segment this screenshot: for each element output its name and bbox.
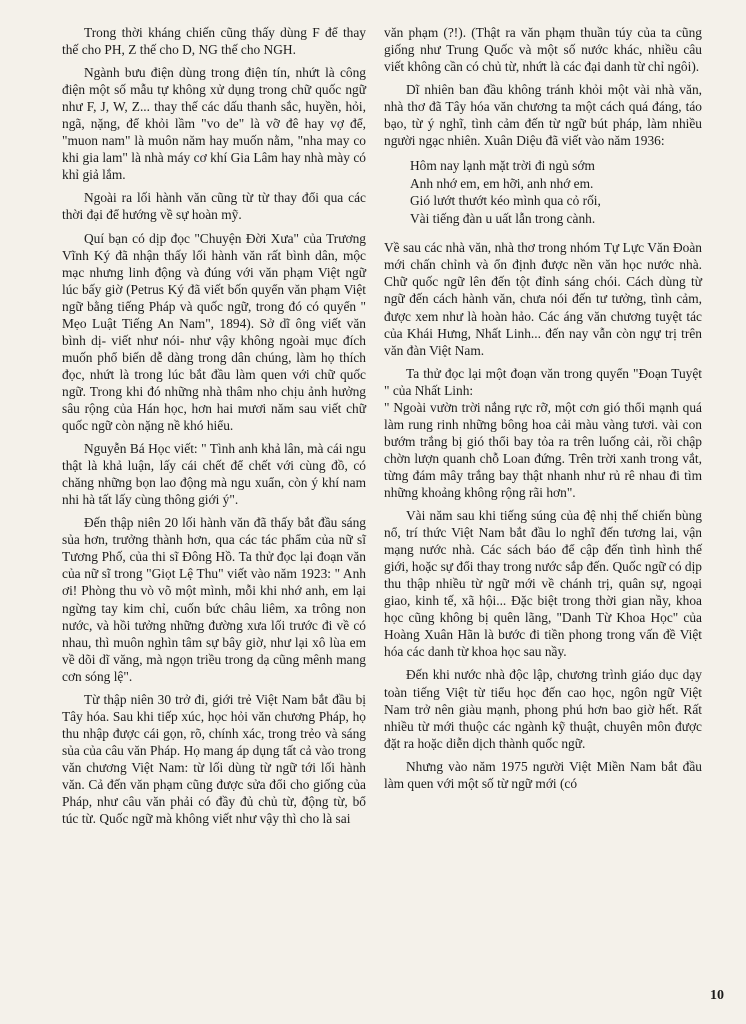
page-number: 10 [710, 988, 724, 1003]
paragraph: Đến khi nước nhà độc lập, chương trình giáo dục dạy toàn tiếng Việt từ tiểu học đến cao học, ngôn ngữ Việt Nam trở nên giàu mạnh, phong phú hơn bao giờ hết. Rất nhiều từ mới thuộc các ngành kỹ thuật, chuyên môn được đặt ra hoặc diễn dịch thành quốc ngữ. [384, 667, 702, 751]
poem-line: Vài tiếng đàn u uất lẫn trong cành. [410, 210, 596, 226]
paragraph: Về sau các nhà văn, nhà thơ trong nhóm Tự Lực Văn Đoàn mới chấn chỉnh và ổn định được nền văn học nước nhà. Chữ quốc ngữ lên đến tột đỉnh sáng chói. Cách dùng từ ngữ đến cách hành văn, chưa nói đến tư tưởng, tình cảm, được xem như là hoàn hảo. Các áng văn chương tuyệt tác của Khái Hưng, Nhất Linh... đến nay vẫn còn ngự trị trên văn đàn Việt Nam. [384, 240, 702, 358]
paragraph: Quí bạn có dịp đọc "Chuyện Đời Xưa" của Trương Vĩnh Ký đã nhận thấy lối hành văn rất bình dân, mộc mạc nhưng linh động và đúng với văn phạm Việt ngữ lúc bấy giờ (Petrus Ký đã viết bốn quyển văn phạm Việt ngữ bằng tiếng Pháp và quốc ngữ, trong đó có quyển " Mẹo Luật Tiếng An Nam", 1894). Sở dĩ ông viết văn bình dị- viết như nói- như vậy không ngoài mục đích muốn phổ biến dễ dàng trong dân chúng, làm họ thích đọc, nhứt là trong lúc bắt đầu làm quen với chữ quốc ngữ. Trong khi đó những nhà thâm nho chịu ảnh hưởng sâu rộng của Hán học, hơn hai mươi năm sau viết chữ quốc ngữ còn nặng nề khó hiểu. [62, 230, 366, 434]
paragraph: Nguyễn Bá Học viết: " Tình anh khả lân, mà cái ngu thật là khả luận, lấy cái chết để chết với cùng đồ, có chăng những bọn lao động mà ngu xuẩn, còn ý khí nam nhi hà tất lấy cùng thông giới ý". [62, 441, 366, 508]
paragraph: Vài năm sau khi tiếng súng của đệ nhị thế chiến bùng nổ, trí thức Việt Nam bắt đầu lo nghĩ đến tương lai, vận mạng nước nhà. Các sách báo để cập đến tình hình thế giới, hoặc sự đổi thay trong nước sắp đến. Quốc ngữ có dịp thu thập nhiều từ ngữ mới về chánh trị, quân sự, ngoại giao, kinh tế, xã hội... Đặc biệt trong thời gian nầy, khoa học cũng không bị quên lãng, "Danh Từ Khoa Học" của Hoàng Xuân Hãn là bước đi tiền phong trong vấn đề Việt hóa các danh từ khoa học sau nầy. [384, 508, 702, 660]
paragraph: Ngoài ra lối hành văn cũng từ từ thay đổi qua các thời đại để hướng về sự hoàn mỹ. [62, 190, 366, 223]
paragraph: văn phạm (?!). (Thật ra văn phạm thuần túy của ta cũng giống như Trung Quốc và một số nước khác, nhiều câu viết không cần có chủ từ, nhứt là các đại danh từ chỉ ngôi). [384, 25, 702, 75]
paragraph: Nhưng vào năm 1975 người Việt Miền Nam bắt đầu làm quen với một số từ ngữ mới (có [384, 758, 702, 791]
left-column [62, 24, 366, 833]
poem-quote [410, 157, 702, 227]
poem-line: Hôm nay lạnh mặt trời đi ngủ sớm [410, 158, 595, 174]
poem-line: Anh nhớ em, em hỡi, anh nhớ em. [410, 175, 594, 191]
right-column [384, 24, 702, 798]
poem-line: Gió lướt thướt kéo mình qua cỏ rối, [410, 193, 601, 209]
paragraph: Ta thử đọc lại một đoạn văn trong quyển "Đoạn Tuyệt " của Nhất Linh: [384, 365, 702, 398]
paragraph: Từ thập niên 30 trở đi, giới trẻ Việt Nam bắt đầu bị Tây hóa. Sau khi tiếp xúc, học hỏi văn chương Pháp, họ thu nhập được cái gọn, rõ, chính xác, trong trẻo và sáng sủa của câu văn Pháp. Họ mang áp dụng tất cả vào trong văn chương Việt Nam: từ lối dùng từ ngữ tới lối hành văn. Cả đến văn phạm cũng được sửa đổi cho giống của Pháp, như câu văn phải có đầy đủ chủ từ, động từ, bổ túc từ. Quốc ngữ mà không viết như vậy thì cho là sai [62, 691, 366, 827]
paragraph: Ngành bưu điện dùng trong điện tín, nhứt là công điện một số mẫu tự không xử dụng trong chữ quốc ngữ như F, J, W, Z... thay thế các dấu thanh sắc, huyền, hỏi, ngã, nặng, để khỏi lầm "vo de" là vỡ đê hay vợ để, "muon nam" là muôn năm hay muốn nằm, "nha may co khi gia lam" là nhà máy cơ khí Gia Lâm hay nhà mày có khỉ giả lắm. [62, 65, 366, 183]
paragraph: Đến thập niên 20 lối hành văn đã thấy bắt đầu sáng sủa hơn, trưởng thành hơn, qua các tác phẩm của nữ sĩ Tương Phố, của thi sĩ Đông Hồ. Ta thử đọc lại đoạn văn của nữ sĩ trong "Giọt Lệ Thu" viết vào năm 1923: " Anh ơi! Phòng thu vò võ một mình, mỗi khi nhớ anh, em lại ngừng tay kim chỉ, cuốn bức châu liêm, xa trông non nước, và hồi tưởng những đường xưa lối trước đi về có nhau, thì muôn nghìn tâm sự bây giờ, như lại xô lùa em về dõi dĩ văng, mà ngọn triều trong dạ cũng mênh mang cơn sóng lệ". [62, 515, 366, 684]
paragraph: Dĩ nhiên ban đầu không tránh khỏi một vài nhà văn, nhà thơ đã Tây hóa văn chương ta một cách quá đáng, táo bạo, từ ý nghĩ, tình cảm đến từ ngữ bút pháp, làm nhiều người ngạc nhiên. Xuân Diệu đã viết vào năm 1936: [384, 82, 702, 149]
quote-paragraph: " Ngoài vườn trời nắng rực rỡ, một cơn gió thổi mạnh quá làm rung rinh những bông hoa cải màu vàng tươi. vài con bướm trắng bị gió thổi bay tỏa ra trên luống cải, rồi chập chờn lượn quanh chỗ Loan đứng. Trên trời xanh trong vắt, từng đám mây trắng bay thật nhanh như rủ rê nhau đi tìm những khoảng không rộng rãi hơn". [384, 399, 702, 500]
paragraph: Trong thời kháng chiến cũng thấy dùng F để thay thế cho PH, Z thế cho D, NG thế cho NGH. [62, 25, 366, 58]
